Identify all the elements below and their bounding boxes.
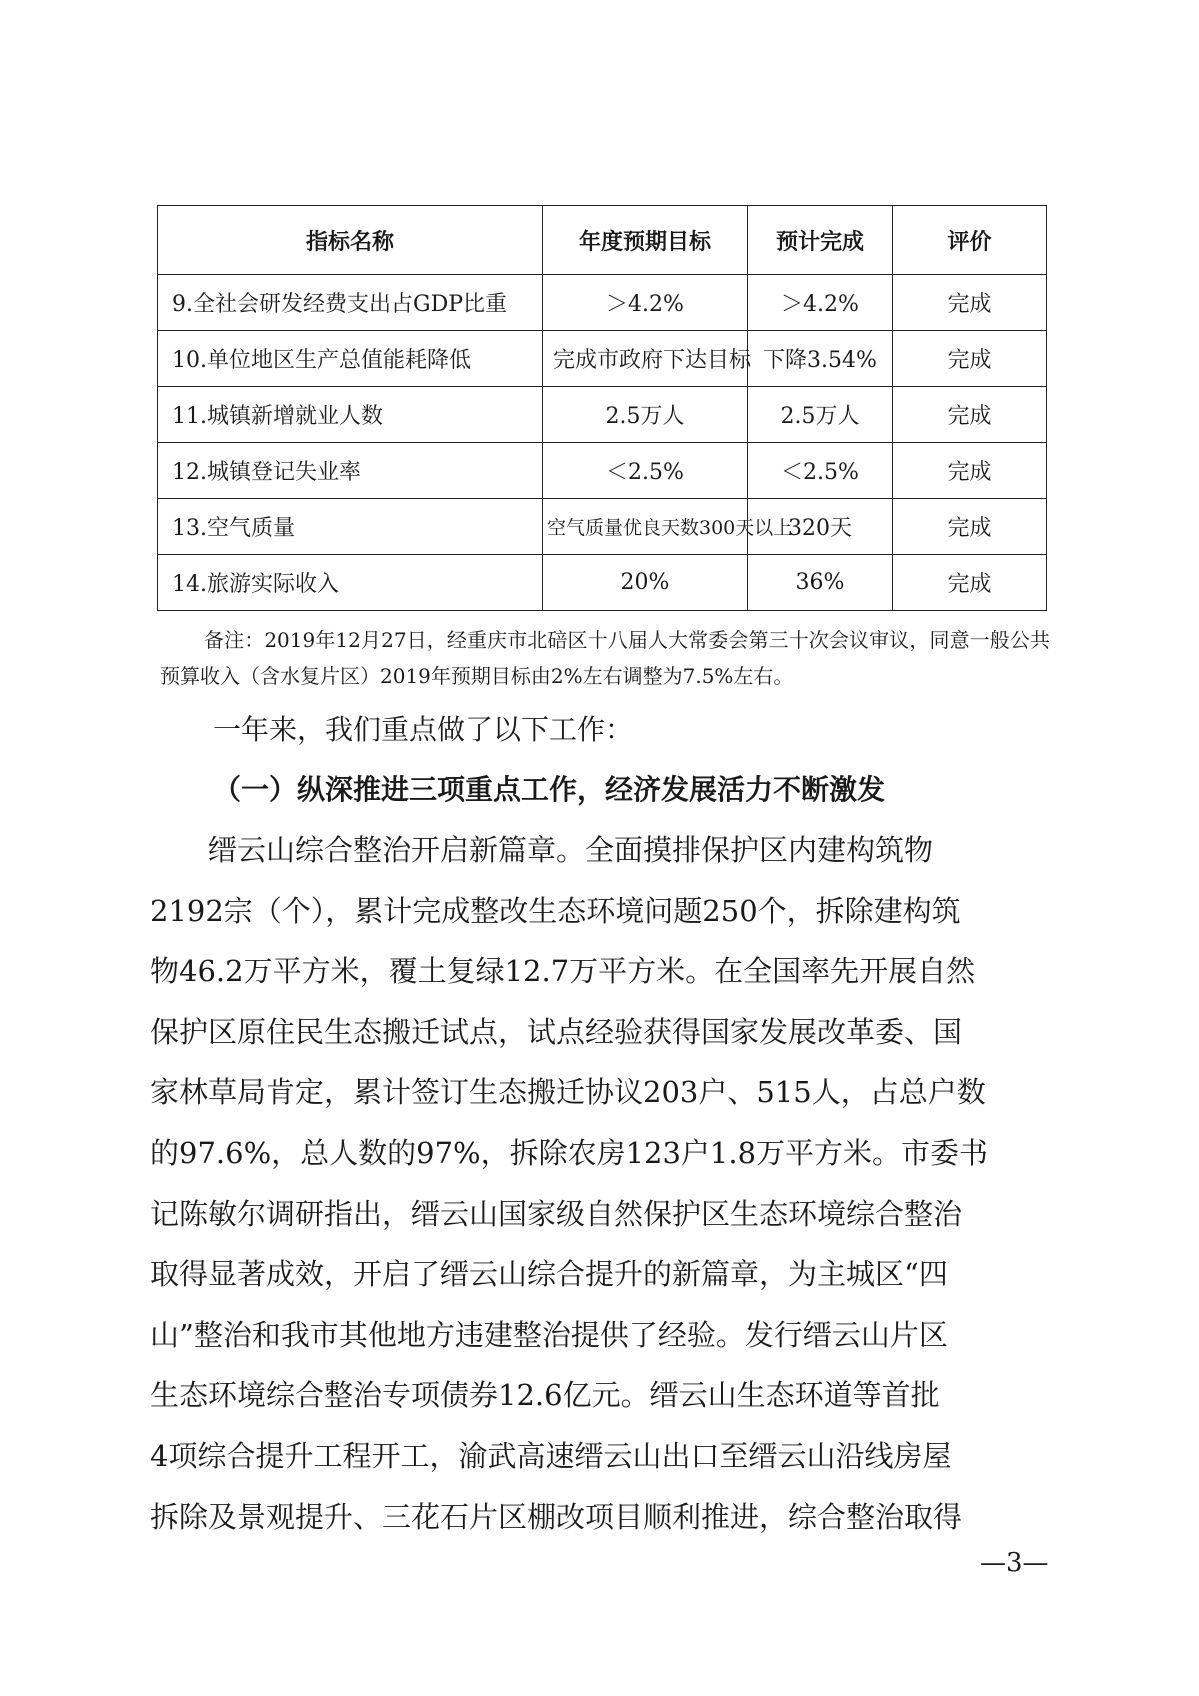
cell-evaluation: 完成	[893, 331, 1047, 387]
cell-evaluation: 完成	[893, 275, 1047, 331]
cell-actual: 320天	[748, 499, 893, 555]
header-evaluation: 评价	[893, 206, 1047, 275]
body-line: 缙云山综合整治开启新篇章。全面摸排保护区内建构筑物	[208, 833, 934, 867]
header-indicator-name: 指标名称	[158, 206, 543, 275]
cell-target: ＜2.5%	[543, 443, 748, 499]
body-line: 4项综合提升工程开工，渝武高速缙云山出口至缙云山沿线房屋	[150, 1438, 952, 1473]
cell-actual: 2.5万人	[748, 387, 893, 443]
body-line: 2192宗（个），累计完成整改生态环境问题250个，拆除建构筑	[150, 893, 961, 928]
section-heading: （一）纵深推进三项重点工作，经济发展活力不断激发	[213, 773, 886, 806]
table-row	[158, 275, 1047, 331]
body-line: 记陈敏尔调研指出，缙云山国家级自然保护区生态环境综合整治	[150, 1196, 963, 1231]
body-line: 拆除及景观提升、三花石片区棚改项目顺利推进，综合整治取得	[150, 1499, 963, 1534]
body-paragraph	[150, 820, 1050, 1547]
body-line: 的97.6%，总人数的97%，拆除农房123户1.8万平方米。市委书	[150, 1135, 989, 1170]
cell-target: 完成市政府下达目标	[543, 331, 748, 387]
table-note: 备注：2019年12月27日，经重庆市北碚区十八届人大常委会第三十次会议审议，同意一般公共预算收入（含水复片区）2019年预期目标由2%左右调整为7.5%左右。	[160, 628, 1050, 688]
cell-indicator-name: 12.城镇登记失业率	[158, 443, 543, 499]
cell-actual: 36%	[748, 555, 893, 611]
cell-indicator-name: 14.旅游实际收入	[158, 555, 543, 611]
page-number: —3—	[980, 1548, 1049, 1578]
table-row	[158, 387, 1047, 443]
header-annual-target: 年度预期目标	[543, 206, 748, 275]
body-line: 家林草局肯定，累计签订生态搬迁协议203户、515人，占总户数	[150, 1075, 986, 1110]
body-line: 山”整治和我市其他地方违建整治提供了经验。发行缙云山片区	[150, 1317, 948, 1352]
indicator-table	[157, 205, 1047, 611]
body-line: 生态环境综合整治专项债券12.6亿元。缙云山生态环道等首批	[150, 1378, 940, 1413]
cell-indicator-name: 10.单位地区生产总值能耗降低	[158, 331, 543, 387]
body-line: 保护区原住民生态搬迁试点，试点经验获得国家发展改革委、国	[150, 1014, 963, 1049]
cell-target: 2.5万人	[543, 387, 748, 443]
cell-target: 20%	[543, 555, 748, 611]
cell-actual: ＜2.5%	[748, 443, 893, 499]
cell-target: 空气质量优良天数300天以上	[543, 499, 748, 555]
header-expected-completion: 预计完成	[748, 206, 893, 275]
cell-actual: ＞4.2%	[748, 275, 893, 331]
cell-evaluation: 完成	[893, 555, 1047, 611]
table-row	[158, 499, 1047, 555]
table-row	[158, 443, 1047, 499]
cell-target: ＞4.2%	[543, 275, 748, 331]
cell-actual: 下降3.54%	[748, 331, 893, 387]
body-line: 取得显著成效，开启了缙云山综合提升的新篇章，为主城区“四	[150, 1257, 948, 1292]
cell-indicator-name: 11.城镇新增就业人数	[158, 387, 543, 443]
cell-indicator-name: 9.全社会研发经费支出占GDP比重	[158, 275, 543, 331]
table-header-row	[158, 206, 1047, 275]
table-row	[158, 555, 1047, 611]
cell-indicator-name: 13.空气质量	[158, 499, 543, 555]
cell-evaluation: 完成	[893, 443, 1047, 499]
cell-evaluation: 完成	[893, 387, 1047, 443]
table-row	[158, 331, 1047, 387]
intro-paragraph: 一年来，我们重点做了以下工作：	[213, 713, 634, 746]
indicator-table-container	[157, 205, 1046, 611]
body-line: 物46.2万平方米，覆土复绿12.7万平方米。在全国率先开展自然	[150, 954, 976, 989]
cell-evaluation: 完成	[893, 499, 1047, 555]
